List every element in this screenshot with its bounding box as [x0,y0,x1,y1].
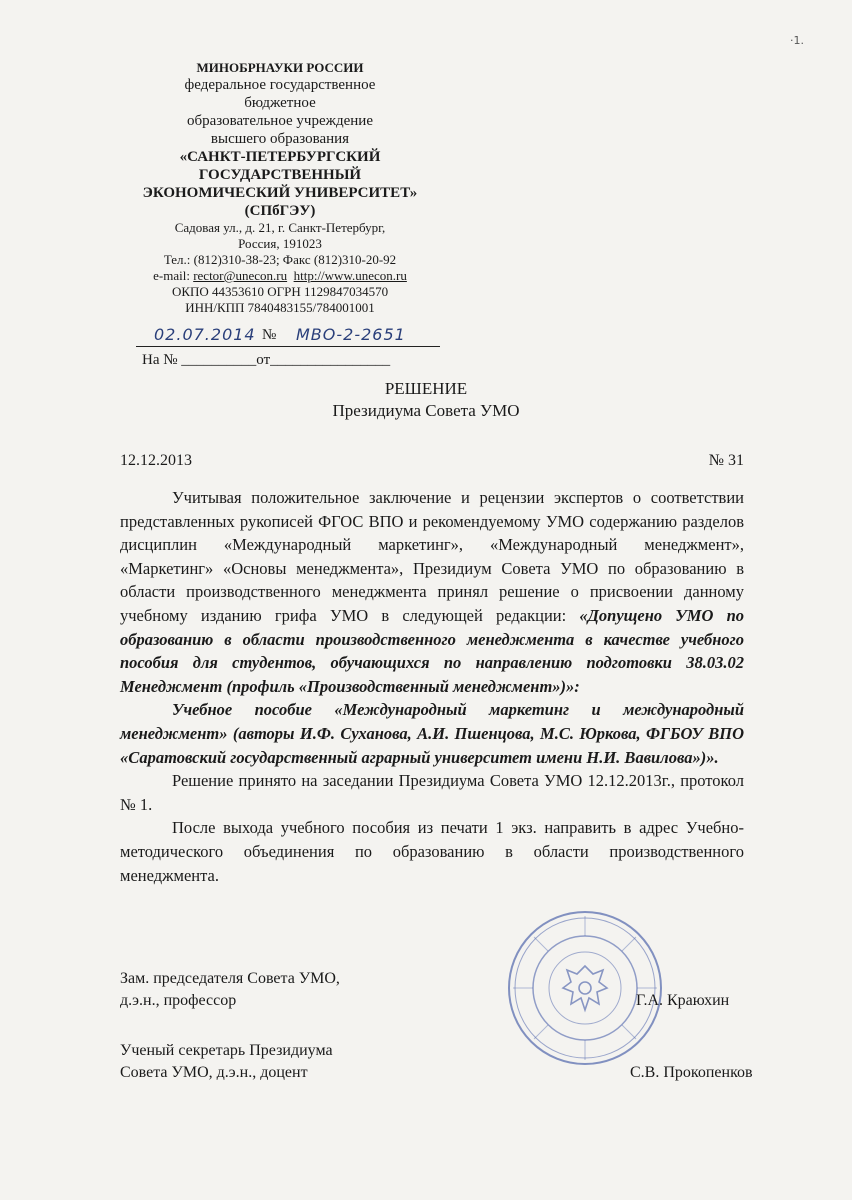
university-abbr: (СПбГЭУ) [244,203,316,219]
signer-1-degree: д.э.н., профессор [120,992,237,1009]
eagle-emblem-icon [563,966,607,1010]
website-link[interactable]: http://www.unecon.ru [293,268,407,283]
university-name-1: «САНКТ-ПЕТЕРБУРГСКИЙ [179,149,381,165]
paragraph-1-bold: «Допущено УМО по образованию в области производственного менеджмента в качестве учебного пособия для студентов, обучающихся по направлению подготовки 38.03.02 Менеджмент (профиль «Производственный менеджмент»)»: [120,605,744,696]
okpo-ogrn: ОКПО 44353610 ОГРН 1129847034570 [171,284,389,299]
decision-date: 12.12.2013 [120,452,192,469]
ministry-name: МИНОБРНАУКИ РОССИИ [196,60,364,75]
outgoing-number-line [120,325,440,349]
document-body [120,486,744,887]
university-name-2: ГОСУДАРСТВЕННЫЙ [198,167,362,183]
outgoing-underline [136,346,440,347]
paragraph-2: Учебное пособие «Международный маркетинг и международный менеджмент» (авторы И.Ф. Суханова, А.И. Пшенцова, М.С. Юркова, ФГБОУ ВПО «Саратовский государственный аграрный университет имени Н.И. Вавилова»)». [120,700,744,767]
signer-1-name: Г.А. Краюхин [636,992,730,1009]
org-type-line1: федеральное государственное [184,77,376,93]
address-line1: Садовая ул., д. 21, г. Санкт-Петербург, [174,220,386,235]
signer-1-title: Зам. председателя Совета УМО, [120,970,340,987]
address-line2: Россия, 191023 [238,236,322,251]
org-type-line2: бюджетное [244,95,316,111]
university-name-3: ЭКОНОМИЧЕСКИЙ УНИВЕРСИТЕТ» [142,185,418,201]
decision-number: № 31 [708,452,744,469]
paragraph-1-text: Учитывая положительное заключение и рецензии экспертов о соответствии представленных рукописей ФГОС ВПО и рекомендуемому УМО содержанию разделов дисциплин «Международный маркетинг», «Международный менеджмент», «Маркетинг» «Основы менеджмента», Президиум Совета УМО по образованию в области производственного менеджмента принял решение о присвоении данному учебному изданию грифа УМО в следующей редакции: [120,488,744,625]
paragraph-3: Решение принято на заседании Президиума Совета УМО 12.12.2013г., протокол № 1. [120,771,744,814]
scan-mark: ·1. [790,34,804,47]
signature-block-2 [120,1040,333,1084]
official-seal [505,908,665,1068]
email-link[interactable]: rector@unecon.ru [193,268,288,283]
number-sign: № [262,327,277,343]
document-title [0,378,852,422]
paragraph-4: После выхода учебного пособия из печати 1 экз. направить в адрес Учебно-методического объединения по образованию в области производственного менеджмента. [120,818,744,885]
outgoing-date: 02.07.2014 [154,325,256,344]
phone-fax: Тел.: (812)310-38-23; Факс (812)310-20-92 [163,252,397,267]
letterhead [130,60,430,316]
signer-2-title: Ученый секретарь Президиума [120,1042,333,1059]
contacts [130,268,430,284]
signature-block-1 [120,968,340,1012]
signer-2-degree: Совета УМО, д.э.н., доцент [120,1064,308,1081]
title-decision: РЕШЕНИЕ [384,379,468,398]
org-type-line3: образовательное учреждение [186,113,373,129]
incoming-reference: На № __________от________________ [142,352,391,368]
paragraph-1 [120,486,744,698]
inn-kpp: ИНН/КПП 7840483155/784001001 [185,300,375,315]
title-presidium: Президиума Совета УМО [332,401,520,420]
signer-2-name: С.В. Прокопенков [630,1064,753,1081]
outgoing-number: МВО-2-2651 [296,325,406,344]
email-label: e-mail: [153,268,194,283]
org-type-line4: высшего образования [210,131,350,147]
